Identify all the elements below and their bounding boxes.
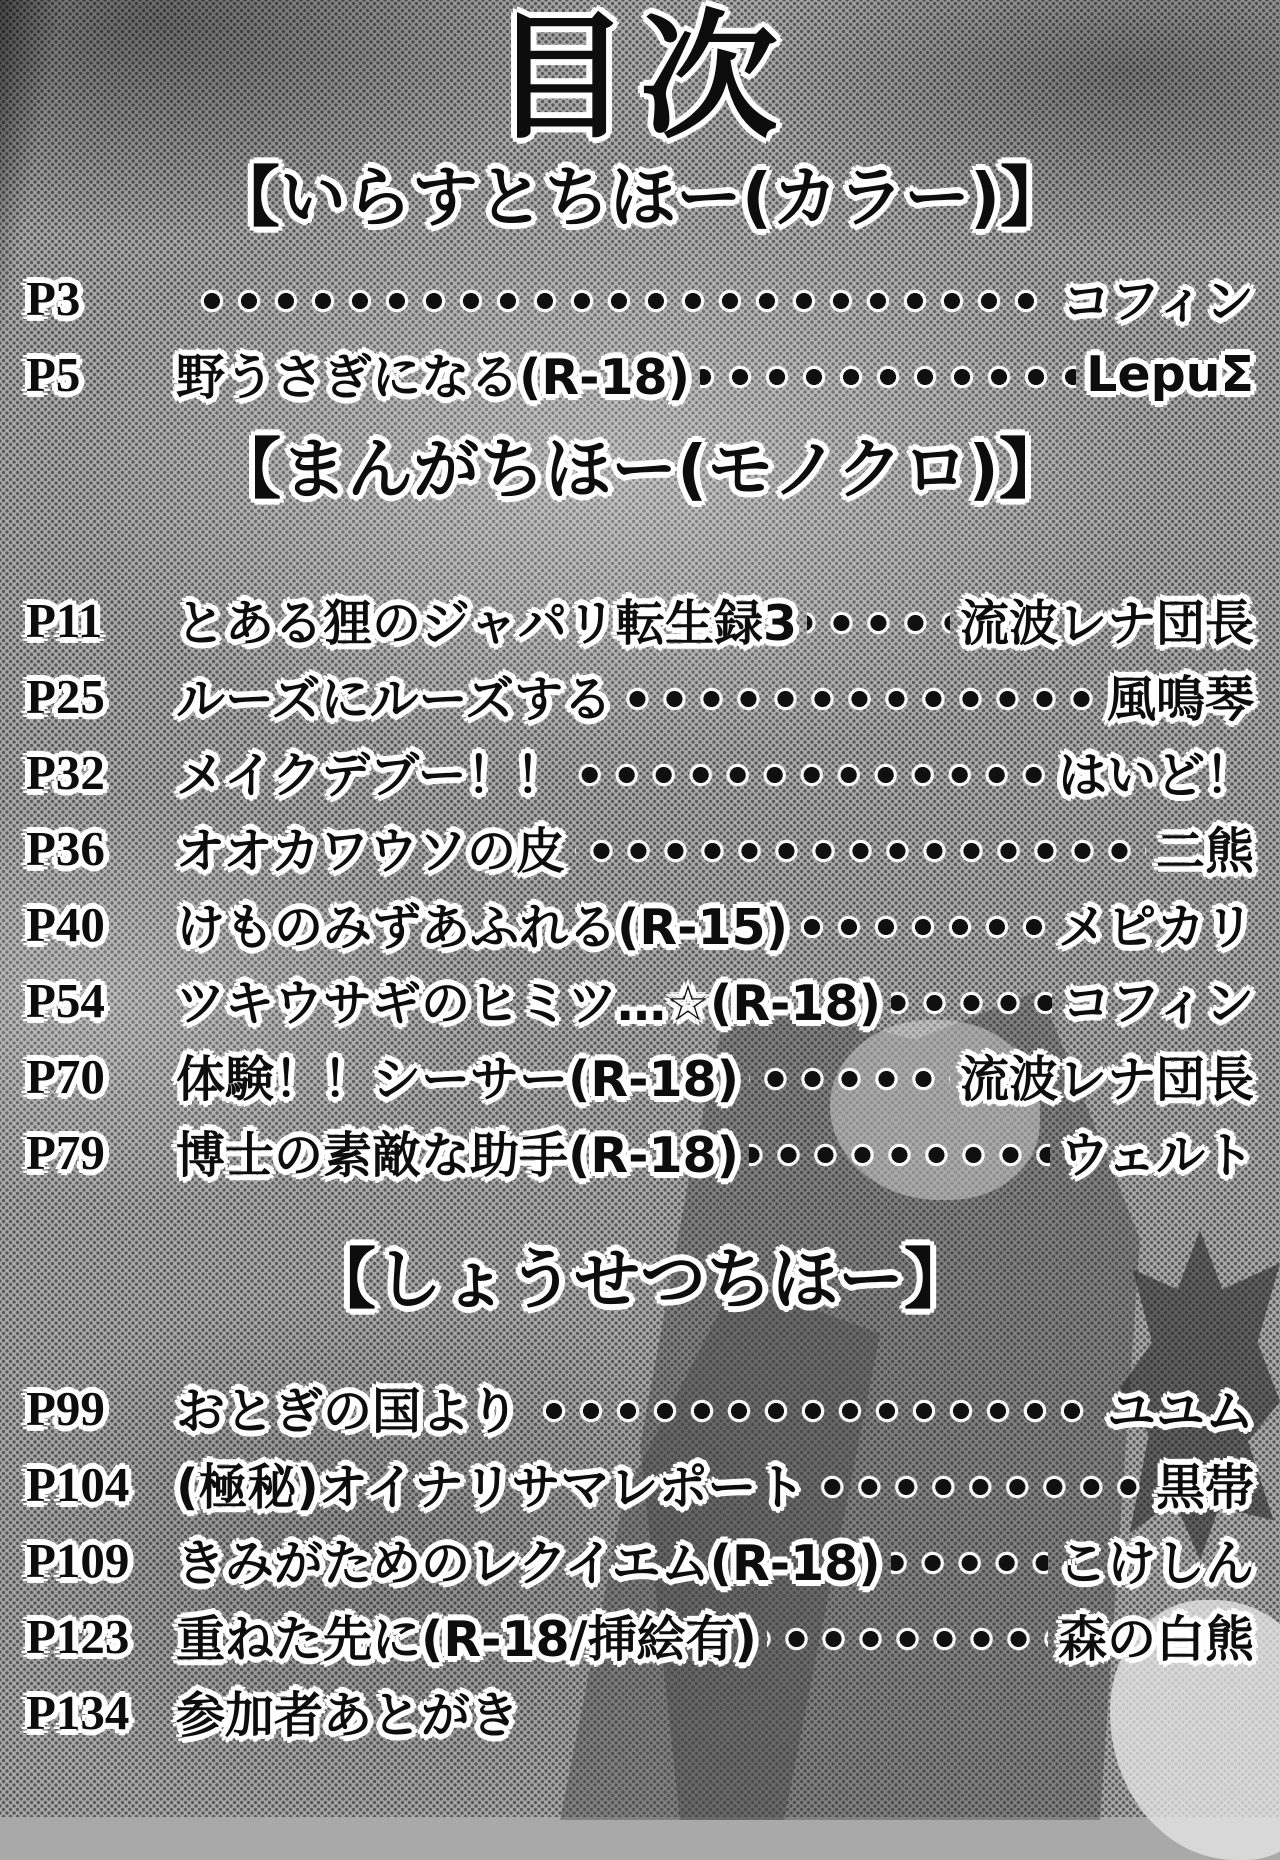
- entry-author: コフィン: [1062, 263, 1254, 333]
- toc-entry: [26, 810, 1254, 886]
- entry-author: LepuΣ: [1086, 346, 1254, 403]
- toc-entry: [26, 336, 1254, 412]
- entry-title: 野うさぎになる(R-18): [176, 339, 690, 409]
- entry-title: ルーズにルーズする: [176, 661, 612, 731]
- toc-entry: [26, 1598, 1254, 1674]
- toc-entry: [26, 734, 1254, 810]
- toc-entry: [26, 1370, 1254, 1446]
- toc-entry: [26, 658, 1254, 734]
- dot-leader: [798, 915, 1048, 939]
- entry-author: 流波レナ団長: [960, 1041, 1254, 1111]
- entry-title: 重ねた先に(R-18/挿絵有): [176, 1601, 757, 1671]
- entry-page: P11: [26, 592, 176, 649]
- entry-title: (極秘)オイナリサマレポート: [176, 1449, 805, 1519]
- entry-author: 黒帯: [1156, 1449, 1254, 1519]
- section-entries: [26, 582, 1254, 1190]
- dot-leader: [807, 611, 950, 635]
- entry-title: オオカワウソの皮: [176, 813, 565, 883]
- section-entries: [26, 1370, 1254, 1750]
- entry-title: きみがためのレクイエム(R-18): [176, 1525, 881, 1595]
- entry-page: P104: [26, 1456, 176, 1513]
- entry-page: P32: [26, 744, 176, 801]
- entry-author: はいど！: [1058, 737, 1254, 807]
- entry-author: 森の白熊: [1058, 1601, 1254, 1671]
- entry-page: P54: [26, 972, 176, 1029]
- entry-page: P5: [26, 346, 176, 403]
- entry-title: メイクデブー！！: [176, 737, 565, 807]
- entry-author: ユユム: [1107, 1373, 1254, 1443]
- entry-title: けものみずあふれる(R-15): [176, 889, 788, 959]
- toc-entry: [26, 886, 1254, 962]
- entry-page: P3: [26, 270, 176, 327]
- section-heading-manga: 【まんがちほー(モノクロ)】: [26, 422, 1254, 518]
- toc-entry: [26, 1446, 1254, 1522]
- entry-page: P70: [26, 1048, 176, 1105]
- entry-page: P79: [26, 1124, 176, 1181]
- entry-title: おとぎの国より: [176, 1373, 519, 1443]
- entry-page: P134: [26, 1684, 176, 1741]
- toc-entry: [26, 1674, 1254, 1750]
- dot-leader: [529, 1399, 1097, 1423]
- toc-entry: [26, 582, 1254, 658]
- dot-leader: [767, 1627, 1048, 1651]
- dot-leader: [700, 365, 1076, 389]
- dot-leader: [622, 687, 1097, 711]
- toc-entry: [26, 1522, 1254, 1598]
- dot-leader: [186, 289, 1052, 313]
- entry-author: ウェルト: [1060, 1117, 1254, 1187]
- entry-title: とある狸のジャパリ転生録3: [176, 585, 797, 655]
- dot-leader: [891, 991, 1052, 1015]
- dot-leader: [891, 1551, 1048, 1575]
- entry-title: ツキウサギのヒミツ…☆(R-18): [176, 965, 881, 1035]
- dot-leader: [815, 1475, 1146, 1499]
- entry-page: P36: [26, 820, 176, 877]
- toc-entry: [26, 1038, 1254, 1114]
- entry-author: こけしん: [1058, 1525, 1254, 1595]
- entry-title: 参加者あとがき: [176, 1677, 519, 1747]
- toc-entry: [26, 962, 1254, 1038]
- section-heading-illust: 【いらすとちほー(カラー)】: [26, 150, 1254, 246]
- entry-title: 体験！！シーサー(R-18): [176, 1041, 739, 1111]
- entry-title: 博士の素敵な助手(R-18): [176, 1117, 739, 1187]
- entry-page: P109: [26, 1532, 176, 1589]
- dot-leader: [749, 1143, 1050, 1167]
- page-title: 目次: [26, 8, 1254, 150]
- entry-page: P25: [26, 668, 176, 725]
- entry-author: 二熊: [1156, 813, 1254, 883]
- section-heading-novel: 【しょうせつちほー】: [26, 1232, 1254, 1328]
- entry-page: P40: [26, 896, 176, 953]
- dot-leader: [575, 763, 1048, 787]
- entry-page: P99: [26, 1380, 176, 1437]
- entry-author: 風鳴琴: [1107, 661, 1254, 731]
- entry-author: メピカリ: [1058, 889, 1254, 959]
- entry-author: 流波レナ団長: [960, 585, 1254, 655]
- dot-leader: [575, 839, 1146, 863]
- toc-entry: [26, 260, 1254, 336]
- entry-author: コフィン: [1062, 965, 1254, 1035]
- toc-entry: [26, 1114, 1254, 1190]
- entry-page: P123: [26, 1608, 176, 1665]
- dot-leader: [749, 1067, 950, 1091]
- section-entries: [26, 260, 1254, 412]
